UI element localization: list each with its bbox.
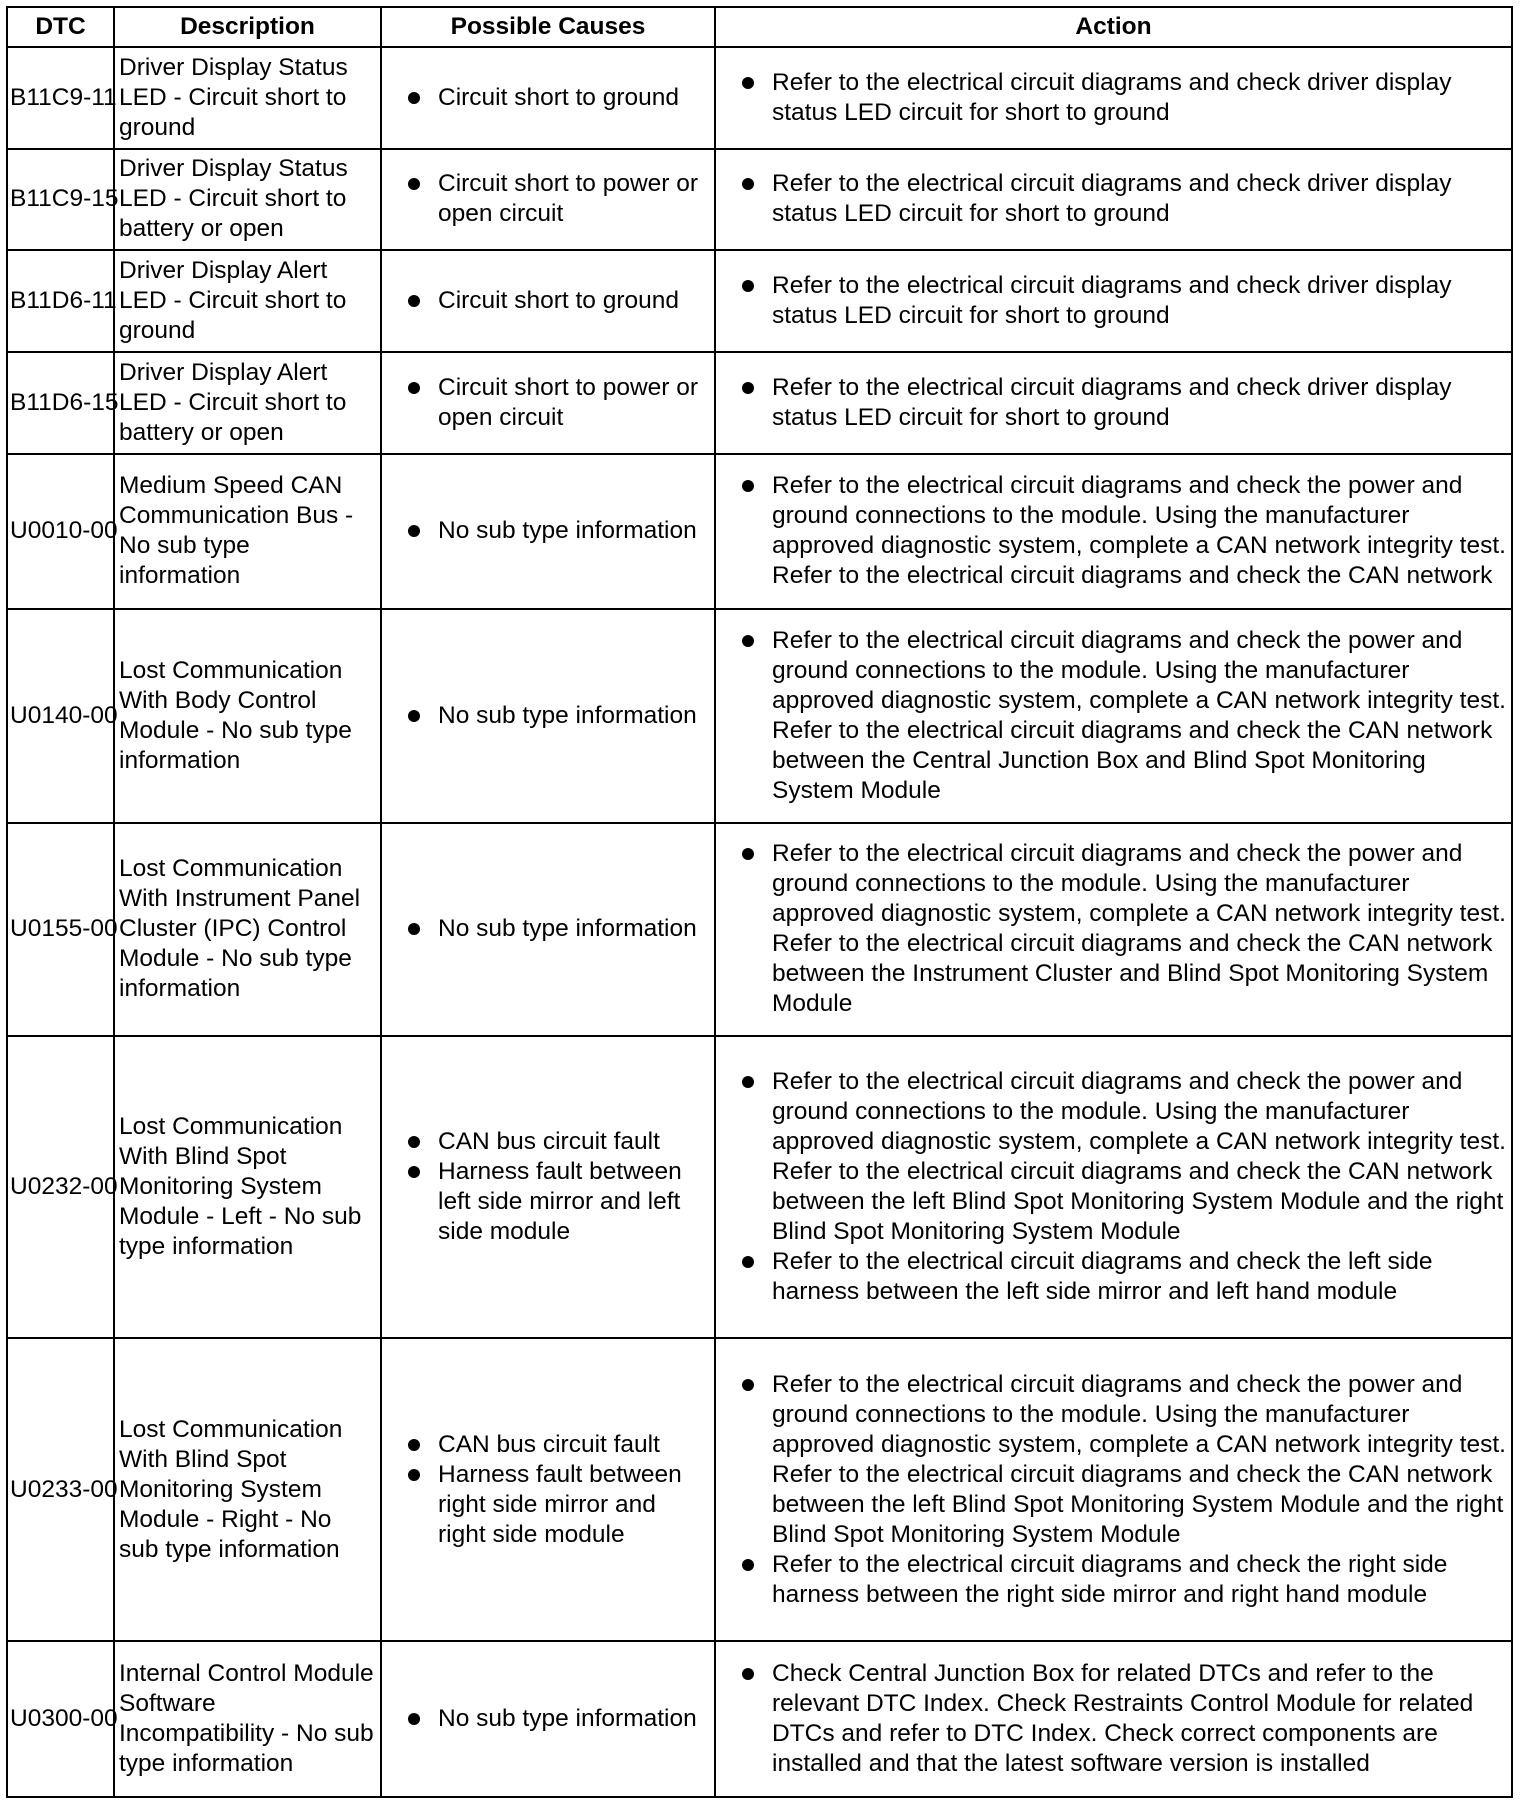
- table-row: [7, 250, 1512, 352]
- possible-cause-item: CAN bus circuit fault: [386, 1127, 710, 1157]
- action-item: Check Central Junction Box for related DTCs and refer to the relevant DTC Index. Check Restraints Control Module for related DTCs and refer to DTC Index. Check correct components are installed and that the latest software version is installed: [720, 1659, 1507, 1779]
- action-list: [720, 1067, 1507, 1307]
- dtc-description: Internal Control Module Software Incompatibility - No sub type information: [114, 1641, 381, 1797]
- dtc-code: U0300-00: [7, 1641, 114, 1797]
- possible-causes-cell: [381, 1641, 715, 1797]
- action-cell: [715, 823, 1512, 1036]
- action-item: Refer to the electrical circuit diagrams and check driver display status LED circuit for short to ground: [720, 169, 1507, 229]
- dtc-code: B11C9-15: [7, 149, 114, 251]
- action-list: [720, 169, 1507, 229]
- possible-causes-list: [386, 286, 710, 316]
- possible-causes-list: [386, 373, 710, 433]
- dtc-code: U0140-00: [7, 609, 114, 822]
- dtc-code: B11D6-11: [7, 250, 114, 352]
- action-cell: [715, 1641, 1512, 1797]
- action-cell: [715, 250, 1512, 352]
- dtc-description: Driver Display Status LED - Circuit short to ground: [114, 47, 381, 149]
- action-item: Refer to the electrical circuit diagrams and check the right side harness between the right side mirror and right hand module: [720, 1550, 1507, 1610]
- dtc-description: Lost Communication With Blind Spot Monitoring System Module - Right - No sub type information: [114, 1338, 381, 1641]
- possible-cause-item: No sub type information: [386, 1704, 710, 1734]
- table-row: [7, 609, 1512, 822]
- action-cell: [715, 1338, 1512, 1641]
- table-row: [7, 1338, 1512, 1641]
- table-row: [7, 1036, 1512, 1339]
- table-row: [7, 352, 1512, 454]
- action-list: [720, 373, 1507, 433]
- action-cell: [715, 47, 1512, 149]
- possible-cause-item: Harness fault between right side mirror and right side module: [386, 1460, 710, 1550]
- action-cell: [715, 454, 1512, 610]
- action-list: [720, 1659, 1507, 1779]
- possible-cause-item: Circuit short to power or open circuit: [386, 169, 710, 229]
- action-item: Refer to the electrical circuit diagrams and check the left side harness between the left side mirror and left hand module: [720, 1247, 1507, 1307]
- action-cell: [715, 1036, 1512, 1339]
- possible-causes-cell: [381, 823, 715, 1036]
- action-item: Refer to the electrical circuit diagrams and check driver display status LED circuit for short to ground: [720, 68, 1507, 128]
- dtc-code: U0010-00: [7, 454, 114, 610]
- dtc-description: Lost Communication With Instrument Panel Cluster (IPC) Control Module - No sub type information: [114, 823, 381, 1036]
- header-description: Description: [114, 7, 381, 47]
- table-row: [7, 454, 1512, 610]
- action-list: [720, 626, 1507, 806]
- action-item: Refer to the electrical circuit diagrams and check the power and ground connections to the module. Using the manufacturer approved diagnostic system, complete a CAN network integrity test. Refer to the electrical circuit diagrams and check the CAN network between the left Blind Spot Monitoring System Module and the right Blind Spot Monitoring System Module: [720, 1370, 1507, 1550]
- action-item: Refer to the electrical circuit diagrams and check driver display status LED circuit for short to ground: [720, 373, 1507, 433]
- action-cell: [715, 149, 1512, 251]
- action-cell: [715, 609, 1512, 822]
- possible-causes-list: [386, 701, 710, 731]
- possible-cause-item: Harness fault between left side mirror and left side module: [386, 1157, 710, 1247]
- possible-causes-list: [386, 1127, 710, 1247]
- header-dtc: DTC: [7, 7, 114, 47]
- action-item: Refer to the electrical circuit diagrams and check driver display status LED circuit for short to ground: [720, 271, 1507, 331]
- action-list: [720, 271, 1507, 331]
- possible-causes-cell: [381, 352, 715, 454]
- action-item: Refer to the electrical circuit diagrams and check the power and ground connections to the module. Using the manufacturer approved diagnostic system, complete a CAN network integrity test. Refer to the electrical circuit diagrams and check the CAN network between the Central Junction Box and Blind Spot Monitoring System Module: [720, 626, 1507, 806]
- possible-cause-item: Circuit short to ground: [386, 83, 710, 113]
- dtc-description: Driver Display Alert LED - Circuit short to battery or open: [114, 352, 381, 454]
- possible-causes-cell: [381, 149, 715, 251]
- action-cell: [715, 352, 1512, 454]
- dtc-code: B11C9-11: [7, 47, 114, 149]
- dtc-description: Driver Display Alert LED - Circuit short to ground: [114, 250, 381, 352]
- possible-causes-cell: [381, 250, 715, 352]
- dtc-description: Lost Communication With Blind Spot Monitoring System Module - Left - No sub type information: [114, 1036, 381, 1339]
- possible-causes-cell: [381, 47, 715, 149]
- table-row: [7, 823, 1512, 1036]
- dtc-code: U0155-00: [7, 823, 114, 1036]
- possible-causes-list: [386, 83, 710, 113]
- action-item: Refer to the electrical circuit diagrams and check the power and ground connections to the module. Using the manufacturer approved diagnostic system, complete a CAN network integrity test. Refer to the electrical circuit diagrams and check the CAN network between the left Blind Spot Monitoring System Module and the right Blind Spot Monitoring System Module: [720, 1067, 1507, 1247]
- action-list: [720, 1370, 1507, 1610]
- possible-cause-item: No sub type information: [386, 914, 710, 944]
- dtc-code: U0233-00: [7, 1338, 114, 1641]
- possible-cause-item: No sub type information: [386, 701, 710, 731]
- possible-cause-item: CAN bus circuit fault: [386, 1430, 710, 1460]
- dtc-code: U0232-00: [7, 1036, 114, 1339]
- table-body: [7, 47, 1512, 1797]
- header-row: [7, 7, 1512, 47]
- table-row: [7, 1641, 1512, 1797]
- dtc-code: B11D6-15: [7, 352, 114, 454]
- possible-cause-item: No sub type information: [386, 516, 710, 546]
- dtc-description: Driver Display Status LED - Circuit short to battery or open: [114, 149, 381, 251]
- header-possible-causes: Possible Causes: [381, 7, 715, 47]
- possible-causes-cell: [381, 1036, 715, 1339]
- table-row: [7, 47, 1512, 149]
- possible-causes-list: [386, 1704, 710, 1734]
- possible-causes-list: [386, 1430, 710, 1550]
- possible-cause-item: Circuit short to ground: [386, 286, 710, 316]
- possible-causes-cell: [381, 609, 715, 822]
- possible-causes-cell: [381, 1338, 715, 1641]
- action-item: Refer to the electrical circuit diagrams and check the power and ground connections to the module. Using the manufacturer approved diagnostic system, complete a CAN network integrity test. Refer to the electrical circuit diagrams and check the CAN network: [720, 471, 1507, 591]
- action-item: Refer to the electrical circuit diagrams and check the power and ground connections to the module. Using the manufacturer approved diagnostic system, complete a CAN network integrity test. Refer to the electrical circuit diagrams and check the CAN network between the Instrument Cluster and Blind Spot Monitoring System Module: [720, 839, 1507, 1019]
- table-row: [7, 149, 1512, 251]
- possible-causes-list: [386, 914, 710, 944]
- possible-cause-item: Circuit short to power or open circuit: [386, 373, 710, 433]
- dtc-description: Medium Speed CAN Communication Bus - No sub type information: [114, 454, 381, 610]
- possible-causes-list: [386, 169, 710, 229]
- header-action: Action: [715, 7, 1512, 47]
- action-list: [720, 839, 1507, 1019]
- dtc-table: [6, 6, 1513, 1798]
- dtc-description: Lost Communication With Body Control Module - No sub type information: [114, 609, 381, 822]
- action-list: [720, 68, 1507, 128]
- possible-causes-list: [386, 516, 710, 546]
- action-list: [720, 471, 1507, 591]
- possible-causes-cell: [381, 454, 715, 610]
